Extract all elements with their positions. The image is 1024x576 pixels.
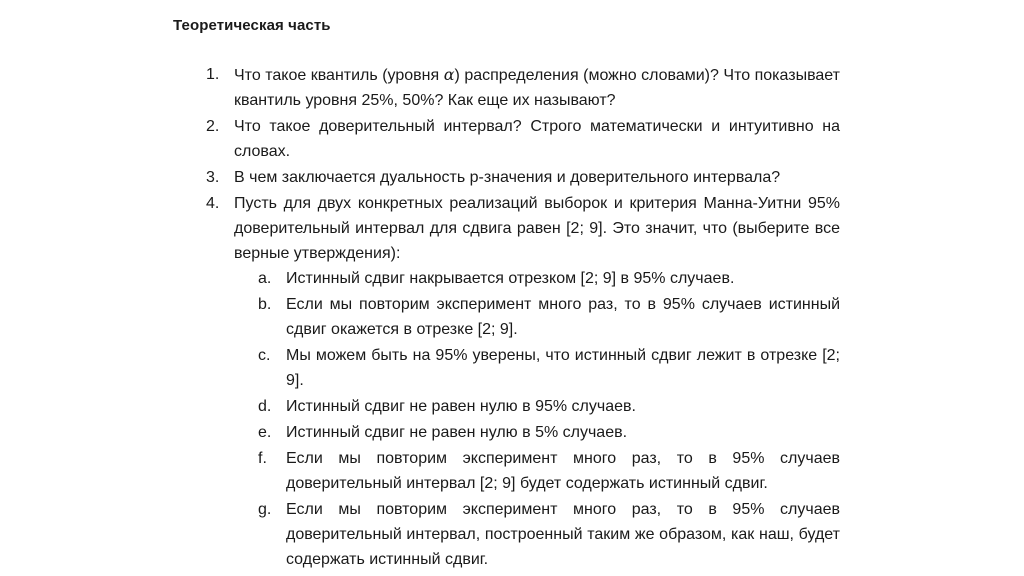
question-list [206,62,840,573]
answer-options [234,266,840,572]
option-text: Истинный сдвиг не равен нулю в 5% случаев. [286,424,628,441]
option-letter: a. [258,270,272,287]
question-2 [206,114,840,164]
question-number: 2. [206,118,220,135]
question-text-start: Что такое квантиль (уровня [234,67,444,84]
option-letter: b. [258,296,272,313]
option-text: Мы можем быть на 95% уверены, что истинный сдвиг лежит в отрезке [2; 9]. [286,347,840,389]
option-letter: c. [258,347,271,364]
option-text: Если мы повторим эксперимент много раз, то в 95% случаев истинный сдвиг окажется в отрезке [2; 9]. [286,296,840,338]
option-text: Если мы повторим эксперимент много раз, то в 95% случаев доверительный интервал [2; 9] будет содержать истинный сдвиг. [286,450,840,492]
answer-option [234,292,840,342]
question-1 [206,62,840,113]
question-number: 3. [206,169,220,186]
answer-option [234,446,840,496]
answer-option [234,394,840,419]
question-text: Пусть для двух конкретных реализаций выборок и критерия Манна-Уитни 95% доверительный интервал для сдвига равен [2; 9]. Это значит, что (выберите все верные утверждения): [234,195,840,262]
section-heading: Теоретическая часть [173,17,331,34]
option-letter: e. [258,424,272,441]
option-text: Истинный сдвиг не равен нулю в 95% случаев. [286,398,636,415]
option-text: Истинный сдвиг накрывается отрезком [2; 9] в 95% случаев. [286,270,735,287]
question-3 [206,165,840,190]
answer-option [234,343,840,393]
option-text: Если мы повторим эксперимент много раз, то в 95% случаев доверительный интервал, построенный таким же образом, как наш, будет содержать истинный сдвиг. [286,501,840,568]
question-text-end: ) распределения (можно словами)? Что показывает квантиль уровня 25%, 50%? Как еще их называют? [234,67,840,109]
alpha-symbol: α [443,65,455,84]
option-letter: f. [258,450,267,467]
answer-option [234,266,840,291]
question-number: 1. [206,66,220,83]
question-number: 4. [206,195,220,212]
answer-option [234,420,840,445]
answer-option [234,497,840,572]
option-letter: d. [258,398,272,415]
question-4 [206,191,840,572]
question-text: В чем заключается дуальность p-значения и доверительного интервала? [234,169,781,186]
question-text: Что такое доверительный интервал? Строго математически и интуитивно на словах. [234,118,840,160]
option-letter: g. [258,501,272,518]
